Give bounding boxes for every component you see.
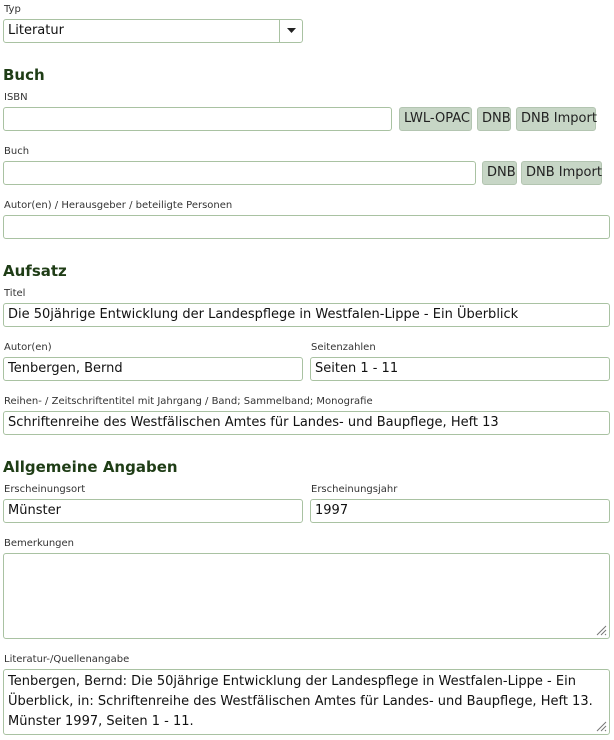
isbn-input[interactable] [3, 107, 392, 131]
autor-label: Autor(en) [4, 342, 52, 353]
typ-select-value: Literatur [8, 23, 64, 38]
isbn-dnb-button[interactable]: DNB [477, 107, 511, 131]
buch-autoren-input[interactable] [3, 215, 610, 239]
isbn-label: ISBN [4, 92, 28, 103]
seitenzahlen-label: Seitenzahlen [311, 342, 376, 353]
section-heading-allgemein: Allgemeine Angaben [3, 458, 178, 476]
buch-input[interactable] [3, 161, 476, 185]
erscheinungsort-label: Erscheinungsort [4, 484, 86, 495]
bemerkungen-label: Bemerkungen [4, 538, 75, 549]
reihe-input[interactable]: Schriftenreihe des Westfälischen Amtes für Landes- und Baupflege, Heft 13 [3, 411, 610, 435]
quellenangabe-text: Tenbergen, Bernd: Die 50jährige Entwicklung der Landespflege in Westfalen-Lippe - Ein Überblick, in: Schriftenreihe des Westfälischen Amtes für Landes- und Baupflege, Heft 13. Münster 1997, Seiten 1 - 11. [8, 674, 593, 729]
erscheinungsort-input[interactable]: Münster [3, 499, 303, 523]
titel-input[interactable]: Die 50jährige Entwicklung der Landespflege in Westfalen-Lippe - Ein Überblick [3, 303, 610, 327]
section-heading-aufsatz: Aufsatz [3, 262, 67, 280]
quellenangabe-textarea[interactable] [3, 669, 610, 735]
buch-autoren-label: Autor(en) / Herausgeber / beteiligte Personen [4, 200, 233, 211]
erscheinungsjahr-input[interactable]: 1997 [310, 499, 610, 523]
titel-label: Titel [4, 288, 26, 299]
resize-grip-icon[interactable] [595, 720, 607, 732]
chevron-down-icon[interactable] [279, 20, 302, 42]
typ-select[interactable] [3, 19, 303, 43]
buch-dnb-button[interactable]: DNB [482, 161, 517, 185]
buch-dnb-import-button[interactable]: DNB Import [521, 161, 602, 185]
typ-label: Typ [4, 4, 21, 15]
isbn-dnb-import-button[interactable]: DNB Import [516, 107, 596, 131]
autor-input[interactable]: Tenbergen, Bernd [3, 357, 303, 381]
buch-label: Buch [4, 146, 30, 157]
quellenangabe-label: Literatur-/Quellenangabe [4, 654, 130, 665]
section-heading-buch: Buch [3, 66, 45, 84]
seitenzahlen-input[interactable]: Seiten 1 - 11 [310, 357, 610, 381]
reihe-label: Reihen- / Zeitschriftentitel mit Jahrgang / Band; Sammelband; Monografie [4, 396, 373, 407]
bemerkungen-textarea[interactable] [3, 553, 610, 639]
lwl-opac-button[interactable]: LWL-OPAC [399, 107, 472, 131]
erscheinungsjahr-label: Erscheinungsjahr [311, 484, 398, 495]
resize-grip-icon[interactable] [595, 624, 607, 636]
